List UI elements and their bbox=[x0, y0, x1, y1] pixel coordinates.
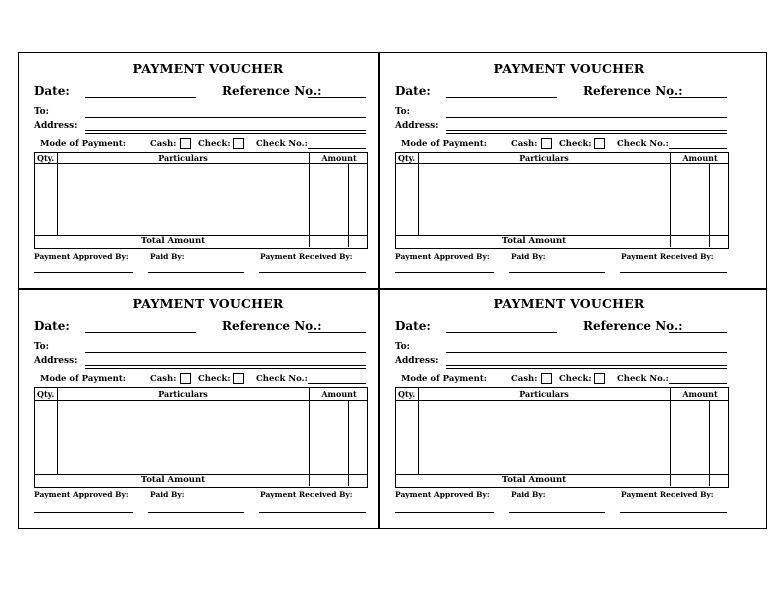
reference-field[interactable] bbox=[308, 97, 366, 98]
received-by-field[interactable] bbox=[620, 272, 727, 273]
qty-header: Qty. bbox=[398, 389, 416, 399]
paid-by-label: Paid By: bbox=[511, 252, 546, 261]
approved-by-label: Payment Approved By: bbox=[395, 252, 490, 261]
approved-by-field[interactable] bbox=[34, 272, 133, 273]
reference-label: Reference No.: bbox=[222, 84, 322, 98]
particulars-table bbox=[395, 387, 729, 488]
mode-of-payment-label: Mode of Payment: bbox=[401, 374, 487, 384]
check-number-field[interactable] bbox=[308, 383, 366, 384]
voucher-title: PAYMENT VOUCHER bbox=[132, 296, 284, 311]
paid-by-field[interactable] bbox=[509, 272, 605, 273]
particulars-header: Particulars bbox=[519, 153, 569, 163]
address-label: Address: bbox=[34, 356, 78, 366]
paid-by-field[interactable] bbox=[148, 512, 244, 513]
particulars-table bbox=[34, 387, 368, 488]
check-number-field[interactable] bbox=[669, 148, 727, 149]
amount-column-divider bbox=[309, 153, 310, 247]
voucher-title: PAYMENT VOUCHER bbox=[493, 61, 645, 76]
amount-header: Amount bbox=[321, 153, 357, 163]
received-by-label: Payment Received By: bbox=[621, 252, 714, 261]
payment-voucher-top-right bbox=[395, 55, 743, 285]
amount-header: Amount bbox=[682, 153, 718, 163]
address-field[interactable] bbox=[446, 365, 727, 366]
date-label: Date: bbox=[34, 84, 70, 98]
mode-of-payment-label: Mode of Payment: bbox=[40, 139, 126, 149]
check-label: Check: bbox=[559, 374, 592, 384]
approved-by-field[interactable] bbox=[395, 272, 494, 273]
approved-by-field[interactable] bbox=[395, 512, 494, 513]
to-label: To: bbox=[395, 342, 410, 352]
cash-label: Cash: bbox=[511, 374, 538, 384]
qty-header: Qty. bbox=[398, 153, 416, 163]
particulars-header: Particulars bbox=[158, 153, 208, 163]
total-amount-label: Total Amount bbox=[140, 236, 206, 246]
check-number-field[interactable] bbox=[669, 383, 727, 384]
check-number-label: Check No.: bbox=[617, 139, 669, 149]
received-by-label: Payment Received By: bbox=[621, 490, 714, 499]
cash-label: Cash: bbox=[511, 139, 538, 149]
cash-checkbox[interactable] bbox=[541, 373, 552, 384]
qty-column-divider bbox=[418, 388, 419, 474]
received-by-label: Payment Received By: bbox=[260, 490, 353, 499]
date-field[interactable] bbox=[446, 97, 557, 98]
particulars-table bbox=[34, 152, 368, 249]
to-field[interactable] bbox=[85, 117, 366, 118]
reference-field[interactable] bbox=[669, 97, 727, 98]
qty-header: Qty. bbox=[37, 153, 55, 163]
address-field-line-2[interactable] bbox=[446, 368, 727, 369]
paid-by-label: Paid By: bbox=[150, 490, 185, 499]
paid-by-field[interactable] bbox=[148, 272, 244, 273]
address-field[interactable] bbox=[85, 365, 366, 366]
reference-field[interactable] bbox=[669, 332, 727, 333]
to-label: To: bbox=[34, 342, 49, 352]
amount-column-divider bbox=[670, 153, 671, 247]
amount-column-divider bbox=[309, 388, 310, 486]
particulars-table bbox=[395, 152, 729, 249]
date-label: Date: bbox=[395, 319, 431, 333]
total-row bbox=[35, 235, 367, 247]
check-checkbox[interactable] bbox=[233, 138, 244, 149]
qty-column-divider bbox=[57, 388, 58, 474]
mode-of-payment-label: Mode of Payment: bbox=[401, 139, 487, 149]
address-field[interactable] bbox=[85, 130, 366, 131]
particulars-header: Particulars bbox=[519, 389, 569, 399]
particulars-header: Particulars bbox=[158, 389, 208, 399]
to-field[interactable] bbox=[85, 352, 366, 353]
payment-voucher-bottom-left bbox=[34, 290, 382, 520]
paid-by-label: Paid By: bbox=[150, 252, 185, 261]
date-label: Date: bbox=[395, 84, 431, 98]
address-field-line-2[interactable] bbox=[446, 133, 727, 134]
received-by-field[interactable] bbox=[620, 512, 727, 513]
cash-checkbox[interactable] bbox=[541, 138, 552, 149]
received-by-field[interactable] bbox=[259, 512, 366, 513]
payment-voucher-top-left bbox=[34, 55, 382, 285]
amount-column-divider bbox=[670, 388, 671, 486]
check-checkbox[interactable] bbox=[233, 373, 244, 384]
mode-of-payment-label: Mode of Payment: bbox=[40, 374, 126, 384]
address-label: Address: bbox=[34, 121, 78, 131]
paid-by-label: Paid By: bbox=[511, 490, 546, 499]
address-field-line-2[interactable] bbox=[85, 133, 366, 134]
received-by-label: Payment Received By: bbox=[260, 252, 353, 261]
cash-checkbox[interactable] bbox=[180, 373, 191, 384]
date-label: Date: bbox=[34, 319, 70, 333]
to-label: To: bbox=[395, 107, 410, 117]
qty-header: Qty. bbox=[37, 389, 55, 399]
reference-label: Reference No.: bbox=[583, 319, 683, 333]
paid-by-field[interactable] bbox=[509, 512, 605, 513]
check-number-label: Check No.: bbox=[256, 139, 308, 149]
cash-checkbox[interactable] bbox=[180, 138, 191, 149]
address-label: Address: bbox=[395, 121, 439, 131]
approved-by-label: Payment Approved By: bbox=[34, 490, 129, 499]
to-field[interactable] bbox=[446, 352, 727, 353]
check-checkbox[interactable] bbox=[594, 373, 605, 384]
total-row bbox=[35, 474, 367, 486]
date-field[interactable] bbox=[85, 97, 196, 98]
total-amount-label: Total Amount bbox=[140, 475, 206, 485]
reference-label: Reference No.: bbox=[222, 319, 322, 333]
amount-header: Amount bbox=[321, 389, 357, 399]
approved-by-label: Payment Approved By: bbox=[395, 490, 490, 499]
check-number-label: Check No.: bbox=[256, 374, 308, 384]
to-label: To: bbox=[34, 107, 49, 117]
total-amount-label: Total Amount bbox=[501, 236, 567, 246]
total-amount-label: Total Amount bbox=[501, 475, 567, 485]
voucher-title: PAYMENT VOUCHER bbox=[493, 296, 645, 311]
check-label: Check: bbox=[198, 139, 231, 149]
check-checkbox[interactable] bbox=[594, 138, 605, 149]
address-field-line-2[interactable] bbox=[85, 368, 366, 369]
total-row bbox=[396, 235, 728, 247]
date-field[interactable] bbox=[446, 332, 557, 333]
received-by-field[interactable] bbox=[259, 272, 366, 273]
check-number-field[interactable] bbox=[308, 148, 366, 149]
approved-by-field[interactable] bbox=[34, 512, 133, 513]
qty-column-divider bbox=[418, 153, 419, 235]
reference-label: Reference No.: bbox=[583, 84, 683, 98]
total-row bbox=[396, 474, 728, 486]
address-field[interactable] bbox=[446, 130, 727, 131]
check-label: Check: bbox=[198, 374, 231, 384]
payment-voucher-bottom-right bbox=[395, 290, 743, 520]
amount-header: Amount bbox=[682, 389, 718, 399]
approved-by-label: Payment Approved By: bbox=[34, 252, 129, 261]
address-label: Address: bbox=[395, 356, 439, 366]
cash-label: Cash: bbox=[150, 374, 177, 384]
to-field[interactable] bbox=[446, 117, 727, 118]
check-number-label: Check No.: bbox=[617, 374, 669, 384]
qty-column-divider bbox=[57, 153, 58, 235]
reference-field[interactable] bbox=[308, 332, 366, 333]
date-field[interactable] bbox=[85, 332, 196, 333]
check-label: Check: bbox=[559, 139, 592, 149]
cash-label: Cash: bbox=[150, 139, 177, 149]
voucher-title: PAYMENT VOUCHER bbox=[132, 61, 284, 76]
